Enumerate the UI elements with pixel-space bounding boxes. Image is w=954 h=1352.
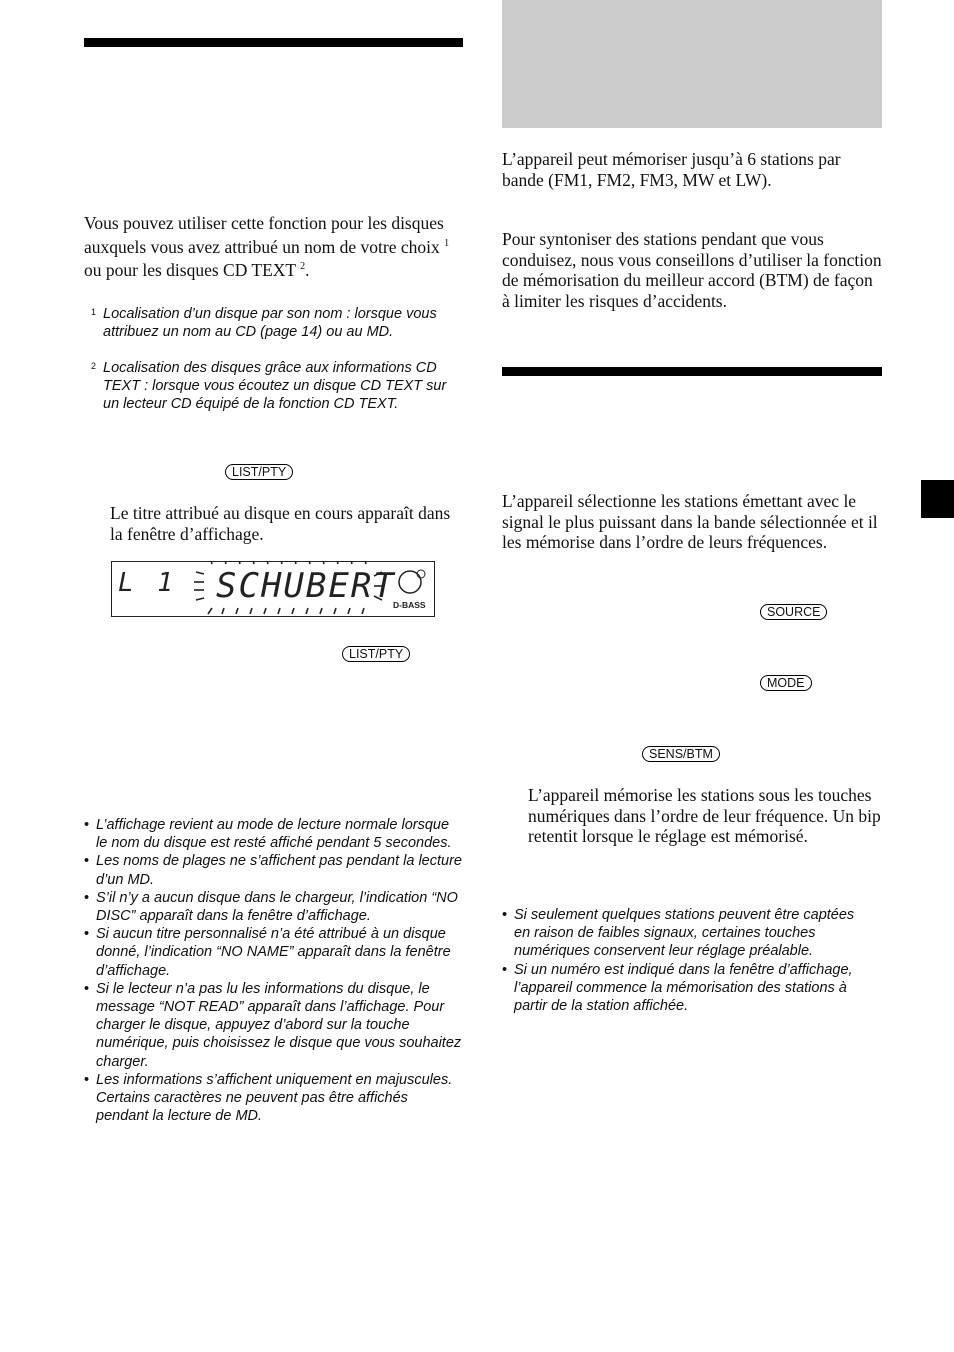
left-heading-rule (84, 38, 463, 47)
list-pty-button[interactable]: LIST/PTY (225, 464, 293, 480)
right-section-rule (502, 367, 882, 376)
list-item: • Si le lecteur n’a pas lu les informations du disque, le message “NOT READ” apparaît dans l’affichage. Pour charger le disque, appuyez d’abord sur la touche numérique, puis choisissez le disque que vous souhaitez charger. (84, 980, 464, 1071)
right-paragraph-3: L’appareil sélectionne les stations émettant avec le signal le plus puissant dans la bande sélectionnée et il les mémorise dans l’ordre de leurs fréquences. (502, 491, 878, 552)
right-header-box (502, 0, 882, 128)
list-item: • Si seulement quelques stations peuvent être captées en raison de faibles signaux, certaines touches numériques conservent leur réglage préalable. (502, 906, 872, 961)
chapter-tab (921, 480, 954, 518)
list-item: • Les informations s’affichent uniquement en majuscules. Certains caractères ne peuvent pas être affichés pendant la lecture de MD. (84, 1071, 464, 1126)
right-paragraph-1: L’appareil peut mémoriser jusqu’à 6 stations par bande (FM1, FM2, FM3, MW et LW). (502, 149, 841, 190)
intro-sup-2: 2 (300, 260, 306, 272)
left-notes-list (84, 816, 464, 1125)
lcd-display (111, 561, 435, 617)
lcd-dbass-label: D-BASS (393, 600, 426, 610)
footnote-1-mark: 1 (91, 307, 97, 317)
footnote-1: 1 Localisation d’un disque par son nom : lorsque vous attribuez un nom au CD (page 14) ou au MD. (103, 305, 463, 341)
list-item: • Les noms de plages ne s’affichent pas pendant la lecture d’un MD. (84, 852, 464, 888)
mode-button[interactable]: MODE (760, 675, 812, 691)
source-button[interactable]: SOURCE (760, 604, 827, 620)
intro-sup-1: 1 (444, 237, 450, 249)
right-notes-list (502, 906, 872, 1015)
lcd-disc-title: SCHUBERT (216, 566, 396, 606)
intro-paragraph: Vous pouvez utiliser cette fonction pour les disques auxquels vous avez attribué un nom de votre choix $^1$ ou pour les disques CD TEXT $^2$. (84, 213, 450, 280)
list-pty-button-2[interactable]: LIST/PTY (342, 646, 410, 662)
sens-btm-button[interactable]: SENS/BTM (642, 746, 720, 762)
list-item: • S’il n’y a aucun disque dans le chargeur, l’indication “NO DISC” apparaît dans la fenêtre d’affichage. (84, 889, 464, 925)
right-paragraph-2: Pour syntoniser des stations pendant que vous conduisez, nous vous conseillons d’utiliser la fonction de mémorisation du meilleur accord (BTM) de façon à limiter les risques d’accidents. (502, 229, 882, 311)
disc-icon (399, 570, 425, 593)
lcd-disc-indicator: L 1 (118, 568, 177, 598)
footnote-2: 2 Localisation des disques grâce aux informations CD TEXT : lorsque vous écoutez un disque CD TEXT sur un lecteur CD équipé de la fonction CD TEXT. (103, 359, 463, 414)
list-item: • Si aucun titre personnalisé n’a été attribué à un disque donné, l’indication “NO NAME” apparaît dans la fenêtre d’affichage. (84, 925, 464, 980)
step-text-right: L’appareil mémorise les stations sous les touches numériques dans l’ordre de leur fréquence. Un bip retentit lorsque le réglage est mémorisé. (528, 785, 881, 846)
list-item: • L’affichage revient au mode de lecture normale lorsque le nom du disque est resté affiché pendant 5 secondes. (84, 816, 464, 852)
list-item: • Si un numéro est indiqué dans la fenêtre d’affichage, l’appareil commence la mémorisation des stations à partir de la station affichée. (502, 961, 872, 1016)
step-text-left: Le titre attribué au disque en cours apparaît dans la fenêtre d’affichage. (110, 503, 451, 544)
footnote-2-mark: 2 (91, 361, 97, 371)
